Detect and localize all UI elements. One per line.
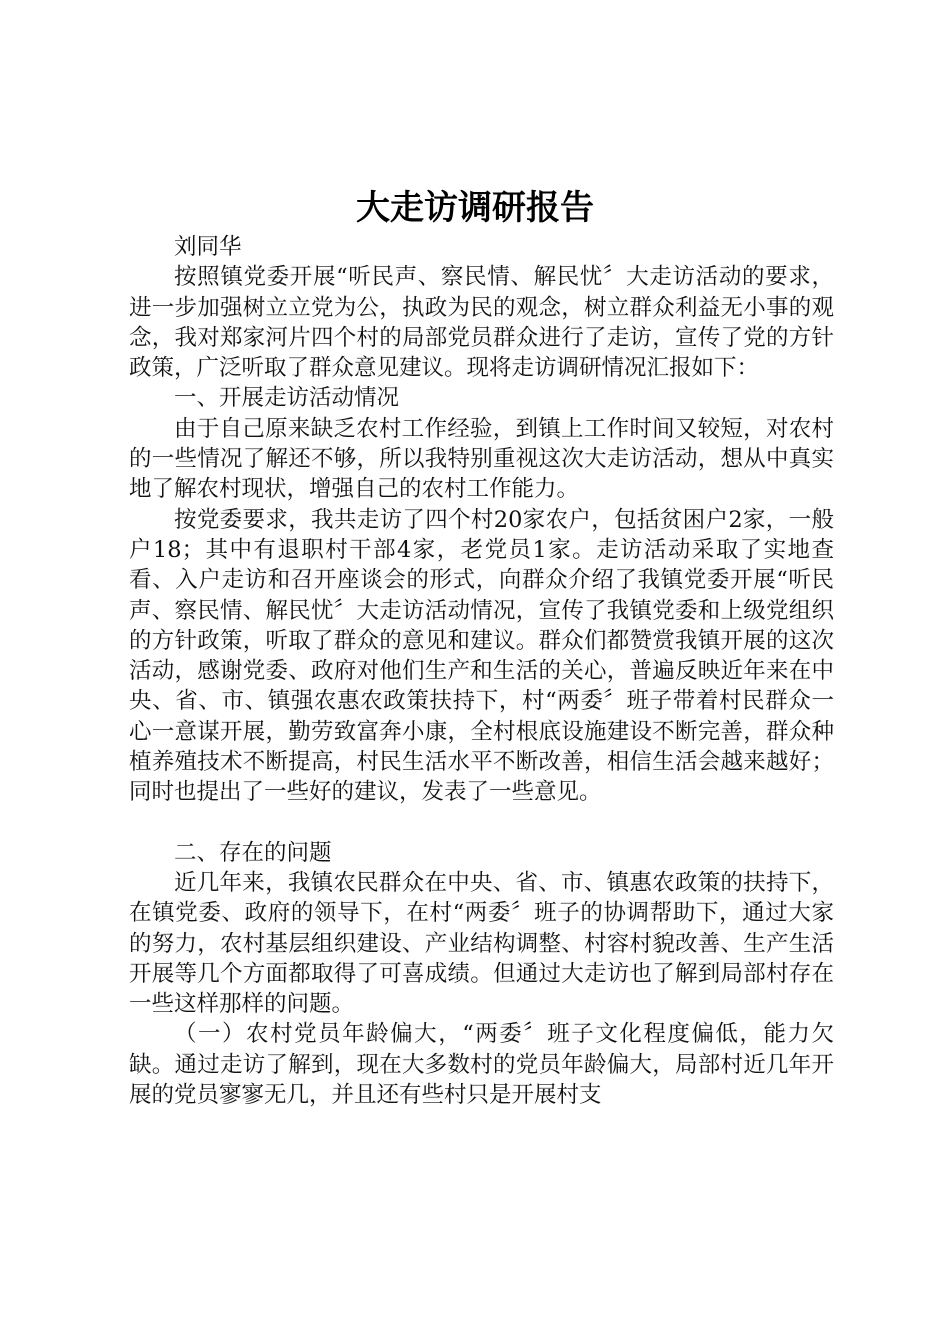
document-title: 大走访调研报告 — [356, 188, 594, 228]
paragraph-problems-overview: 近几年来，我镇农民群众在中央、省、市、镇惠农政策的扶持下，在镇党委、政府的领导下，在村“两委〞班子的协调帮助下，通过大家的努力，农村基层组织建设、产业结构调整、村容村貌改善、生产生活开展等几个方面都取得了可喜成绩。但通过大走访也了解到局部村存在一些这样那样的问题。 — [129, 869, 834, 1018]
paragraph-problem-1: （一）农村党员年龄偏大，“两委〞班子文化程度偏低，能力欠缺。通过走访了解到，现在大多数村的党员年龄偏大，局部村近几年开展的党员寥寥无几，并且还有些村只是开展村支 — [129, 1021, 834, 1109]
paragraph-background: 由于自己原来缺乏农村工作经验，到镇上工作时间又较短，对农村的一些情况了解还不够，所以我特别重视这次大走访活动，想从中真实地了解农村现状，增强自己的农村工作能力。 — [129, 415, 834, 503]
section-heading-2: 二、存在的问题 — [174, 839, 332, 866]
paragraph-intro: 按照镇党委开展“听民声、察民情、解民忧〞大走访活动的要求，进一步加强树立立党为公，执政为民的观念，树立群众利益无小事的观念，我对郑家河片四个村的局部党员群众进行了走访，宣传了党的方针政策，广泛听取了群众意见建议。现将走访调研情况汇报如下： — [129, 264, 834, 382]
author-line: 刘同华 — [174, 234, 242, 260]
document-body — [129, 232, 834, 1110]
paragraph-visit-details: 按党委要求，我共走访了四个村20家农户，包括贫困户2家，一般户18；其中有退职村干部4家，老党员1家。走访活动采取了实地查看、入户走访和召开座谈会的形式，向群众介绍了我镇党委开展“听民声、察民情、解民忧〞大走访活动情况，宣传了我镇党委和上级党组织的方针政策，听取了群众的意见和建议。群众们都赞赏我镇开展的这次活动，感谢党委、政府对他们生产和生活的关心，普遍反映近年来在中央、省、市、镇强农惠农政策扶持下，村“两委〞班子带着村民群众一心一意谋开展，勤劳致富奔小康，全村根底设施建设不断完善，群众种植养殖技术不断提高，村民生活水平不断改善，相信生活会越来越好；同时也提出了一些好的建议，发表了一些意见。 — [129, 506, 834, 806]
section-heading-1: 一、开展走访活动情况 — [174, 385, 400, 412]
